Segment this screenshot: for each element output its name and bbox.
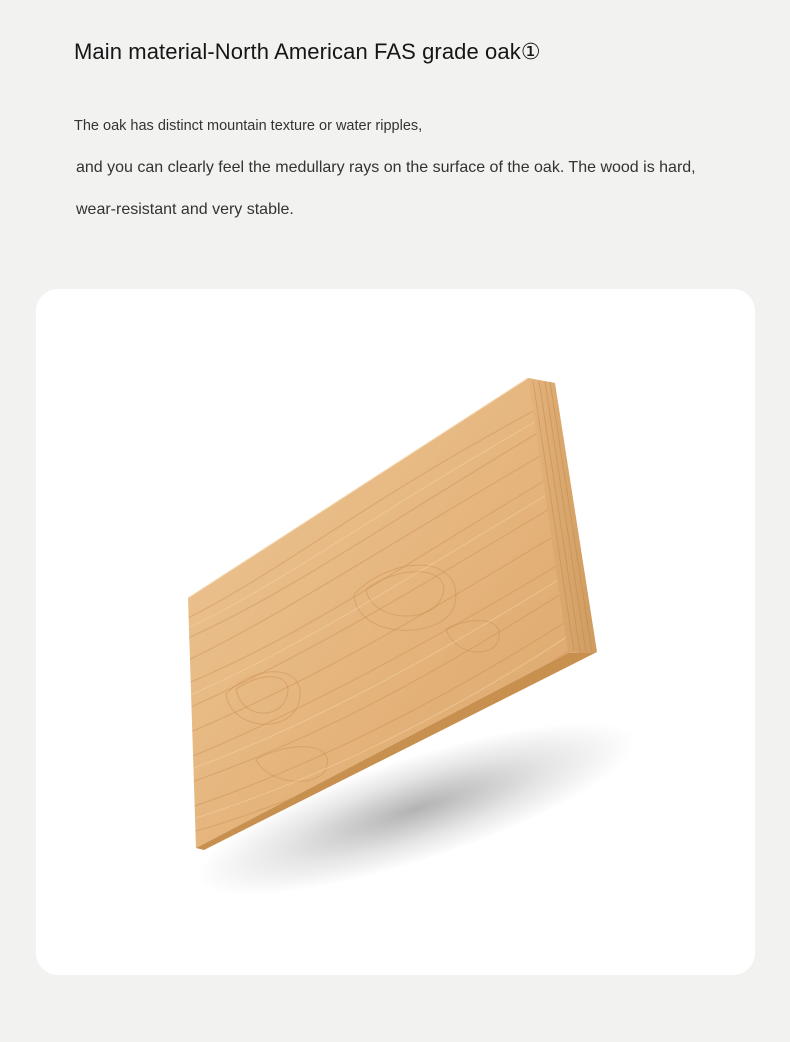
description-line-3: wear-resistant and very stable. bbox=[76, 201, 294, 218]
product-image-card bbox=[36, 289, 755, 975]
description-line-1: The oak has distinct mountain texture or water ripples, bbox=[74, 118, 423, 134]
page-title: Main material-North American FAS grade oak① bbox=[74, 39, 541, 64]
oak-board-illustration bbox=[36, 289, 755, 975]
description-line-2: and you can clearly feel the medullary rays on the surface of the oak. The wood is hard, bbox=[76, 159, 696, 176]
